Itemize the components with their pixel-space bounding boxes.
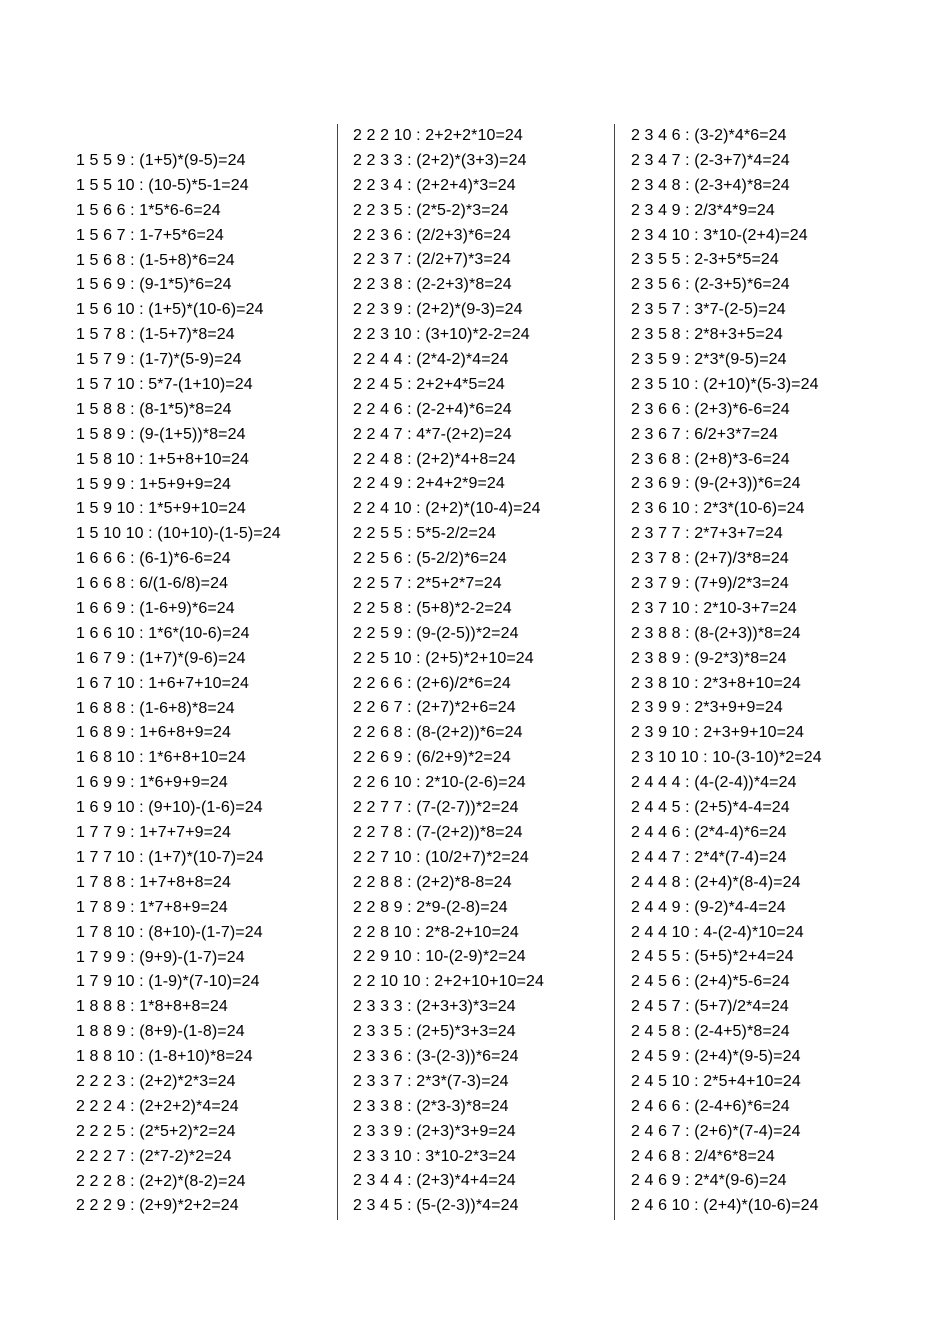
solution-line: 1 6 8 9 : 1+6+8+9=24 bbox=[76, 724, 232, 742]
solution-line: 1 6 6 10 : 1*6*(10-6)=24 bbox=[76, 624, 250, 642]
solution-line: 1 6 6 8 : 6/(1-6/8)=24 bbox=[76, 575, 229, 593]
solution-line: 2 2 4 6 : (2-2+4)*6=24 bbox=[353, 400, 512, 418]
solution-line: 2 2 4 5 : 2+2+4*5=24 bbox=[353, 375, 505, 393]
solution-line: 2 4 5 10 : 2*5+4+10=24 bbox=[631, 1072, 801, 1090]
solution-line: 2 4 5 7 : (5+7)/2*4=24 bbox=[631, 998, 789, 1016]
solution-line: 2 2 4 7 : 4*7-(2+2)=24 bbox=[353, 425, 512, 443]
solution-line: 1 6 6 9 : (1-6+9)*6=24 bbox=[76, 600, 235, 618]
solution-line: 2 2 3 9 : (2+2)*(9-3)=24 bbox=[353, 301, 523, 319]
solution-line: 1 6 7 9 : (1+7)*(9-6)=24 bbox=[76, 649, 246, 667]
solution-line: 2 3 3 7 : 2*3*(7-3)=24 bbox=[353, 1072, 509, 1090]
solution-line: 2 4 5 6 : (2+4)*5-6=24 bbox=[631, 973, 790, 991]
solution-line: 1 5 6 6 : 1*5*6-6=24 bbox=[76, 201, 221, 219]
solution-column-3 bbox=[631, 124, 822, 1219]
solution-line: 2 2 8 8 : (2+2)*8-8=24 bbox=[353, 873, 512, 891]
solution-line: 2 3 7 8 : (2+7)/3*8=24 bbox=[631, 550, 789, 568]
solution-line: 2 3 5 8 : 2*8+3+5=24 bbox=[631, 326, 783, 344]
solution-line: 2 4 4 6 : (2*4-4)*6=24 bbox=[631, 823, 787, 841]
solution-line: 1 5 6 8 : (1-5+8)*6=24 bbox=[76, 251, 235, 269]
solution-line: 2 4 4 8 : (2+4)*(8-4)=24 bbox=[631, 873, 801, 891]
solution-line: 2 2 5 5 : 5*5-2/2=24 bbox=[353, 525, 496, 543]
solution-line: 2 4 4 4 : (4-(2-4))*4=24 bbox=[631, 774, 797, 792]
solution-line: 2 3 5 7 : 3*7-(2-5)=24 bbox=[631, 301, 786, 319]
solution-line: 2 4 5 5 : (5+5)*2+4=24 bbox=[631, 948, 794, 966]
solution-line: 2 4 6 9 : 2*4*(9-6)=24 bbox=[631, 1172, 787, 1190]
solution-line: 2 4 6 7 : (2+6)*(7-4)=24 bbox=[631, 1122, 801, 1140]
solution-line: 2 3 4 5 : (5-(2-3))*4=24 bbox=[353, 1197, 519, 1215]
solution-line: 2 3 6 8 : (2+8)*3-6=24 bbox=[631, 450, 790, 468]
solution-line: 2 2 6 10 : 2*10-(2-6)=24 bbox=[353, 774, 526, 792]
solution-line: 2 3 4 10 : 3*10-(2+4)=24 bbox=[631, 226, 808, 244]
solution-line: 2 3 7 10 : 2*10-3+7=24 bbox=[631, 599, 797, 617]
solution-line: 2 4 5 8 : (2-4+5)*8=24 bbox=[631, 1023, 790, 1041]
solution-line: 2 2 2 5 : (2*5+2)*2=24 bbox=[76, 1122, 236, 1140]
solution-line: 1 8 8 10 : (1-8+10)*8=24 bbox=[76, 1048, 253, 1066]
solution-line: 1 5 8 8 : (8-1*5)*8=24 bbox=[76, 400, 232, 418]
column-divider bbox=[614, 124, 615, 1220]
solution-line: 2 3 5 10 : (2+10)*(5-3)=24 bbox=[631, 375, 819, 393]
solution-line: 2 2 5 10 : (2+5)*2+10=24 bbox=[353, 649, 534, 667]
solution-line: 2 2 5 7 : 2*5+2*7=24 bbox=[353, 575, 502, 593]
solution-line: 1 5 8 10 : 1+5+8+10=24 bbox=[76, 450, 250, 468]
solution-line: 1 5 7 10 : 5*7-(1+10)=24 bbox=[76, 376, 253, 394]
column-divider bbox=[337, 124, 338, 1220]
solution-line: 2 2 6 7 : (2+7)*2+6=24 bbox=[353, 699, 516, 717]
solution-line: 2 2 4 9 : 2+4+2*9=24 bbox=[353, 475, 505, 493]
solution-line: 2 3 7 7 : 2*7+3+7=24 bbox=[631, 525, 783, 543]
solution-line: 1 5 6 10 : (1+5)*(10-6)=24 bbox=[76, 301, 264, 319]
solution-line: 1 5 7 9 : (1-7)*(5-9)=24 bbox=[76, 351, 242, 369]
solution-line: 2 2 2 7 : (2*7-2)*2=24 bbox=[76, 1147, 232, 1165]
solution-line: 2 2 10 10 : 2+2+10+10=24 bbox=[353, 973, 545, 991]
solution-line: 1 6 7 10 : 1+6+7+10=24 bbox=[76, 674, 250, 692]
solution-line: 2 2 6 9 : (6/2+9)*2=24 bbox=[353, 749, 511, 767]
solution-line: 1 5 6 7 : 1-7+5*6=24 bbox=[76, 226, 224, 244]
solution-line: 2 4 6 10 : (2+4)*(10-6)=24 bbox=[631, 1197, 819, 1215]
solution-line: 1 7 7 10 : (1+7)*(10-7)=24 bbox=[76, 848, 264, 866]
solution-line: 1 6 9 9 : 1*6+9+9=24 bbox=[76, 774, 228, 792]
solution-line: 2 3 4 8 : (2-3+4)*8=24 bbox=[631, 176, 790, 194]
solution-line: 2 3 5 5 : 2-3+5*5=24 bbox=[631, 251, 779, 269]
solution-line: 1 5 10 10 : (10+10)-(1-5)=24 bbox=[76, 525, 281, 543]
solution-line: 1 7 7 9 : 1+7+7+9=24 bbox=[76, 824, 232, 842]
solution-line: 2 2 2 3 : (2+2)*2*3=24 bbox=[76, 1072, 236, 1090]
solution-line: 2 2 3 10 : (3+10)*2-2=24 bbox=[353, 326, 530, 344]
solution-line: 2 4 4 9 : (9-2)*4-4=24 bbox=[631, 898, 786, 916]
solution-line: 2 2 2 8 : (2+2)*(8-2)=24 bbox=[76, 1172, 246, 1190]
solution-line: 1 6 8 10 : 1*6+8+10=24 bbox=[76, 749, 246, 767]
solution-line: 1 5 9 9 : 1+5+9+9=24 bbox=[76, 475, 232, 493]
solution-line: 1 5 6 9 : (9-1*5)*6=24 bbox=[76, 276, 232, 294]
solution-line: 1 6 6 6 : (6-1)*6-6=24 bbox=[76, 550, 231, 568]
solution-line: 2 3 3 9 : (2+3)*3+9=24 bbox=[353, 1122, 516, 1140]
solution-line: 2 3 6 9 : (9-(2+3))*6=24 bbox=[631, 475, 801, 493]
solution-line: 2 2 4 8 : (2+2)*4+8=24 bbox=[353, 450, 516, 468]
solution-line: 1 8 8 8 : 1*8+8+8=24 bbox=[76, 998, 228, 1016]
solution-line: 2 4 6 8 : 2/4*6*8=24 bbox=[631, 1147, 775, 1165]
solution-line: 2 2 5 9 : (9-(2-5))*2=24 bbox=[353, 624, 519, 642]
solution-line: 2 2 4 10 : (2+2)*(10-4)=24 bbox=[353, 500, 541, 518]
solution-line: 2 3 3 6 : (3-(2-3))*6=24 bbox=[353, 1047, 519, 1065]
solution-line: 1 7 8 10 : (8+10)-(1-7)=24 bbox=[76, 923, 263, 941]
solution-line: 2 2 7 10 : (10/2+7)*2=24 bbox=[353, 848, 529, 866]
solution-line: 2 3 4 7 : (2-3+7)*4=24 bbox=[631, 151, 790, 169]
solution-line: 2 3 9 10 : 2+3+9+10=24 bbox=[631, 724, 805, 742]
solution-line: 2 2 4 4 : (2*4-2)*4=24 bbox=[353, 351, 509, 369]
solution-line: 2 3 5 6 : (2-3+5)*6=24 bbox=[631, 276, 790, 294]
solution-line: 1 6 8 8 : (1-6+8)*8=24 bbox=[76, 699, 235, 717]
solution-line: 2 3 7 9 : (7+9)/2*3=24 bbox=[631, 575, 789, 593]
solution-line: 2 4 4 5 : (2+5)*4-4=24 bbox=[631, 799, 790, 817]
solution-line: 2 3 4 4 : (2+3)*4+4=24 bbox=[353, 1172, 516, 1190]
solution-line: 2 2 6 8 : (8-(2+2))*6=24 bbox=[353, 724, 523, 742]
solution-column-2 bbox=[353, 124, 544, 1219]
solution-line: 2 3 4 9 : 2/3*4*9=24 bbox=[631, 201, 775, 219]
solution-line: 2 2 2 9 : (2+9)*2+2=24 bbox=[76, 1197, 239, 1215]
solution-line: 2 2 2 4 : (2+2+2)*4=24 bbox=[76, 1097, 239, 1115]
solution-line: 2 2 3 5 : (2*5-2)*3=24 bbox=[353, 201, 509, 219]
solution-line: 2 3 3 5 : (2+5)*3+3=24 bbox=[353, 1023, 516, 1041]
solution-line: 2 3 6 10 : 2*3*(10-6)=24 bbox=[631, 500, 805, 518]
solution-line: 1 7 9 10 : (1-9)*(7-10)=24 bbox=[76, 973, 260, 991]
solution-line: 2 3 6 6 : (2+3)*6-6=24 bbox=[631, 400, 790, 418]
solution-line: 2 3 3 3 : (2+3+3)*3=24 bbox=[353, 998, 516, 1016]
solution-line: 2 2 3 4 : (2+2+4)*3=24 bbox=[353, 176, 516, 194]
solution-line: 1 7 8 8 : 1+7+8+8=24 bbox=[76, 873, 232, 891]
solution-line: 2 2 3 6 : (2/2+3)*6=24 bbox=[353, 226, 511, 244]
solution-line: 2 3 8 9 : (9-2*3)*8=24 bbox=[631, 649, 787, 667]
solution-line: 2 2 2 10 : 2+2+2*10=24 bbox=[353, 127, 523, 144]
solution-line: 2 2 5 6 : (5-2/2)*6=24 bbox=[353, 550, 507, 568]
solution-line: 2 4 5 9 : (2+4)*(9-5)=24 bbox=[631, 1047, 801, 1065]
solution-line: 1 8 8 9 : (8+9)-(1-8)=24 bbox=[76, 1023, 245, 1041]
solution-line: 1 7 8 9 : 1*7+8+9=24 bbox=[76, 898, 228, 916]
solution-line: 2 4 6 6 : (2-4+6)*6=24 bbox=[631, 1097, 790, 1115]
solution-line: 2 3 10 10 : 10-(3-10)*2=24 bbox=[631, 749, 822, 767]
solution-line: 2 2 6 6 : (2+6)/2*6=24 bbox=[353, 674, 511, 692]
solution-line: 1 6 9 10 : (9+10)-(1-6)=24 bbox=[76, 799, 263, 817]
solution-line: 2 2 3 7 : (2/2+7)*3=24 bbox=[353, 251, 511, 269]
solution-line: 2 3 3 10 : 3*10-2*3=24 bbox=[353, 1147, 516, 1165]
solution-line: 2 3 5 9 : 2*3*(9-5)=24 bbox=[631, 351, 787, 369]
solution-line: 1 5 5 9 : (1+5)*(9-5)=24 bbox=[76, 152, 246, 169]
solution-line: 1 5 8 9 : (9-(1+5))*8=24 bbox=[76, 425, 246, 443]
solution-line: 2 3 6 7 : 6/2+3*7=24 bbox=[631, 425, 779, 443]
solution-line: 2 4 4 10 : 4-(2-4)*10=24 bbox=[631, 923, 804, 941]
solution-line: 2 2 8 10 : 2*8-2+10=24 bbox=[353, 923, 519, 941]
solution-column-1 bbox=[76, 149, 281, 1219]
solution-line: 2 2 7 7 : (7-(2-7))*2=24 bbox=[353, 799, 519, 817]
solution-line: 2 3 4 6 : (3-2)*4*6=24 bbox=[631, 127, 787, 144]
solution-line: 1 5 5 10 : (10-5)*5-1=24 bbox=[76, 176, 249, 194]
solution-line: 2 3 8 8 : (8-(2+3))*8=24 bbox=[631, 624, 801, 642]
solution-line: 2 2 8 9 : 2*9-(2-8)=24 bbox=[353, 898, 508, 916]
solution-line: 2 2 3 8 : (2-2+3)*8=24 bbox=[353, 276, 512, 294]
solution-line: 2 3 3 8 : (2*3-3)*8=24 bbox=[353, 1097, 509, 1115]
solution-line: 2 2 5 8 : (5+8)*2-2=24 bbox=[353, 599, 512, 617]
solution-line: 2 3 9 9 : 2*3+9+9=24 bbox=[631, 699, 783, 717]
solution-line: 2 2 7 8 : (7-(2+2))*8=24 bbox=[353, 823, 523, 841]
solution-line: 2 2 3 3 : (2+2)*(3+3)=24 bbox=[353, 151, 527, 169]
solution-line: 2 4 4 7 : 2*4*(7-4)=24 bbox=[631, 848, 787, 866]
solution-line: 1 5 9 10 : 1*5+9+10=24 bbox=[76, 500, 246, 518]
solution-line: 2 2 9 10 : 10-(2-9)*2=24 bbox=[353, 948, 526, 966]
solution-line: 1 5 7 8 : (1-5+7)*8=24 bbox=[76, 326, 235, 344]
solution-line: 2 3 8 10 : 2*3+8+10=24 bbox=[631, 674, 801, 692]
solution-line: 1 7 9 9 : (9+9)-(1-7)=24 bbox=[76, 948, 245, 966]
